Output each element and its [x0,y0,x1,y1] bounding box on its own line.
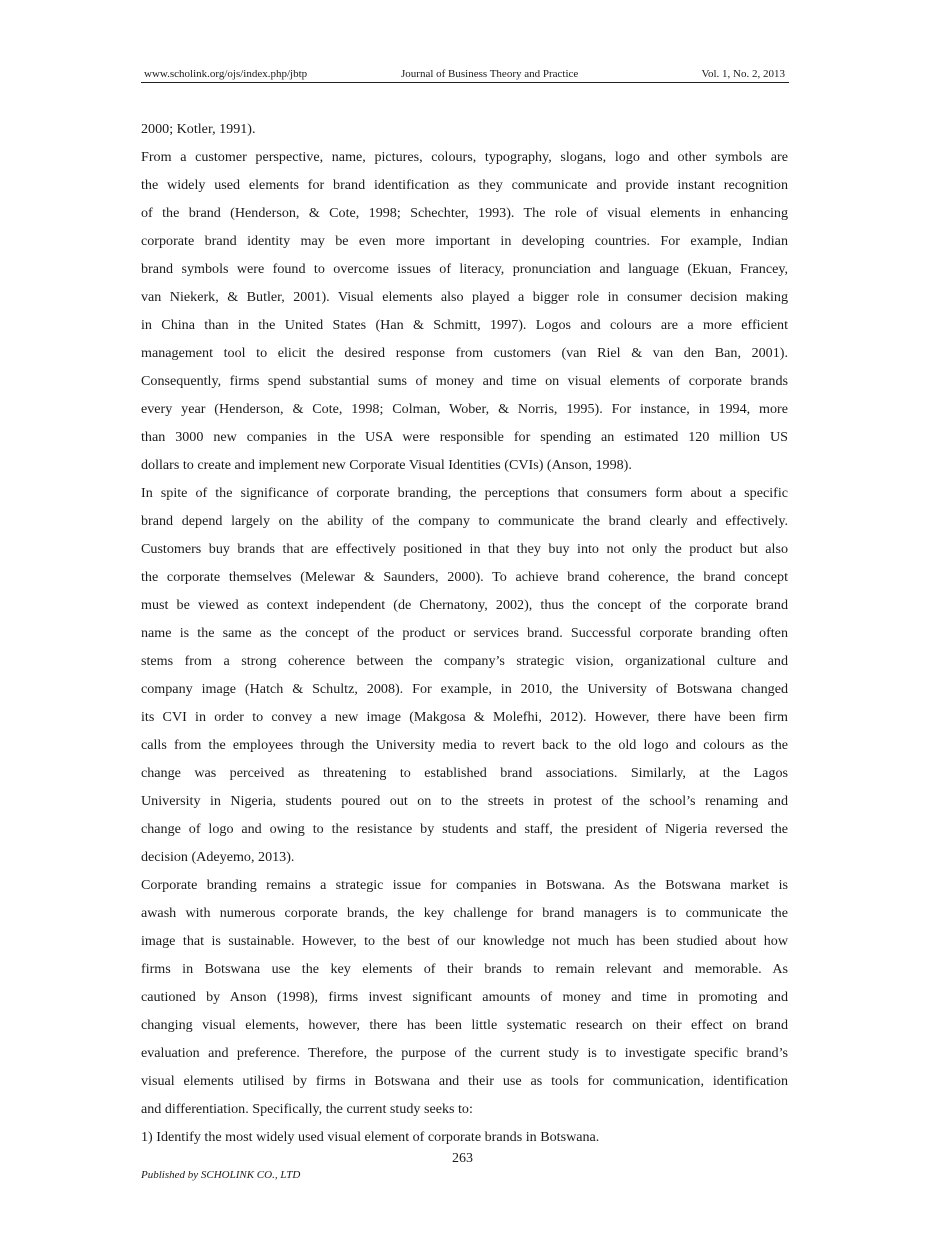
text-line: visual elements utilised by firms in Botswana and their use as tools for communication, identification [141,1073,788,1089]
text-line: management tool to elicit the desired response from customers (van Riel & van den Ban, 2001). [141,345,788,361]
journal-url: www.scholink.org/ojs/index.php/jbtp [144,68,308,80]
text-line: awash with numerous corporate brands, the key challenge for brand managers is to communicate the [141,905,788,921]
text-line: van Niekerk, & Butler, 2001). Visual elements also played a bigger role in consumer decision making [141,289,788,305]
text-line: than 3000 new companies in the USA were responsible for spending an estimated 120 million US [141,429,788,445]
header-rule [141,82,789,83]
text-line: University in Nigeria, students poured out on to the streets in protest of the school’s renaming and [141,793,788,809]
text-line: brand symbols were found to overcome issues of literacy, pronunciation and language (Ekuan, Francey, [141,261,788,277]
text-line: every year (Henderson, & Cote, 1998; Colman, Wober, & Norris, 1995). For instance, in 1994, more [141,401,788,417]
text-line: and differentiation. Specifically, the current study seeks to: [141,1101,473,1117]
text-line: decision (Adeyemo, 2013). [141,849,295,865]
text-line: In spite of the significance of corporate branding, the perceptions that consumers form about a specific [141,485,788,501]
text-line: of the brand (Henderson, & Cote, 1998; Schechter, 1993). The role of visual elements in enhancing [141,205,788,221]
text-line: the corporate themselves (Melewar & Saunders, 2000). To achieve brand coherence, the brand concept [141,569,788,585]
volume-info: Vol. 1, No. 2, 2013 [701,68,785,80]
text-line: change was perceived as threatening to established brand associations. Similarly, at the Lagos [141,765,788,781]
text-line: cautioned by Anson (1998), firms invest significant amounts of money and time in promoting and [141,989,788,1005]
text-line: 1) Identify the most widely used visual element of corporate brands in Botswana. [141,1129,600,1145]
text-line: Corporate branding remains a strategic issue for companies in Botswana. As the Botswana market is [141,877,788,893]
text-line: calls from the employees through the University media to revert back to the old logo and colours as the [141,737,788,753]
text-line: corporate brand identity may be even more important in developing countries. For example, Indian [141,233,788,249]
text-line: change of logo and owing to the resistance by students and staff, the president of Nigeria reversed the [141,821,788,837]
text-line: in China than in the United States (Han & Schmitt, 1997). Logos and colours are a more efficient [141,317,788,333]
text-line: changing visual elements, however, there has been little systematic research on their effect on brand [141,1017,788,1033]
text-line: stems from a strong coherence between the company’s strategic vision, organizational culture and [141,653,788,669]
journal-title: Journal of Business Theory and Practice [401,68,579,80]
text-line: its CVI in order to convey a new image (Makgosa & Molefhi, 2012). However, there have been firm [141,709,788,725]
running-header [141,66,789,82]
text-line: evaluation and preference. Therefore, the purpose of the current study is to investigate specific brand’s [141,1045,788,1061]
text-line: image that is sustainable. However, to the best of our knowledge not much has been studied about how [141,933,788,949]
page-number: 263 [452,1151,473,1166]
text-line: firms in Botswana use the key elements of their brands to remain relevant and memorable. As [141,961,788,977]
text-line: dollars to create and implement new Corporate Visual Identities (CVIs) (Anson, 1998). [141,457,632,473]
text-line: brand depend largely on the ability of the company to communicate the brand clearly and effectively. [141,513,788,529]
text-line: 2000; Kotler, 1991). [141,121,256,137]
text-line: From a customer perspective, name, pictures, colours, typography, slogans, logo and other symbols are [141,149,788,165]
publisher-credit: Published by SCHOLINK CO., LTD [141,1169,301,1181]
text-line: company image (Hatch & Schultz, 2008). For example, in 2010, the University of Botswana changed [141,681,788,697]
text-line: must be viewed as context independent (de Chernatony, 2002), thus the concept of the corporate brand [141,597,788,613]
text-line: Consequently, firms spend substantial sums of money and time on visual elements of corporate brands [141,373,788,389]
text-line: name is the same as the concept of the product or services brand. Successful corporate branding often [141,625,788,641]
text-line: the widely used elements for brand identification as they communicate and provide instant recognition [141,177,788,193]
article-body [141,115,788,1151]
text-line: Customers buy brands that are effectively positioned in that they buy into not only the product but also [141,541,788,557]
